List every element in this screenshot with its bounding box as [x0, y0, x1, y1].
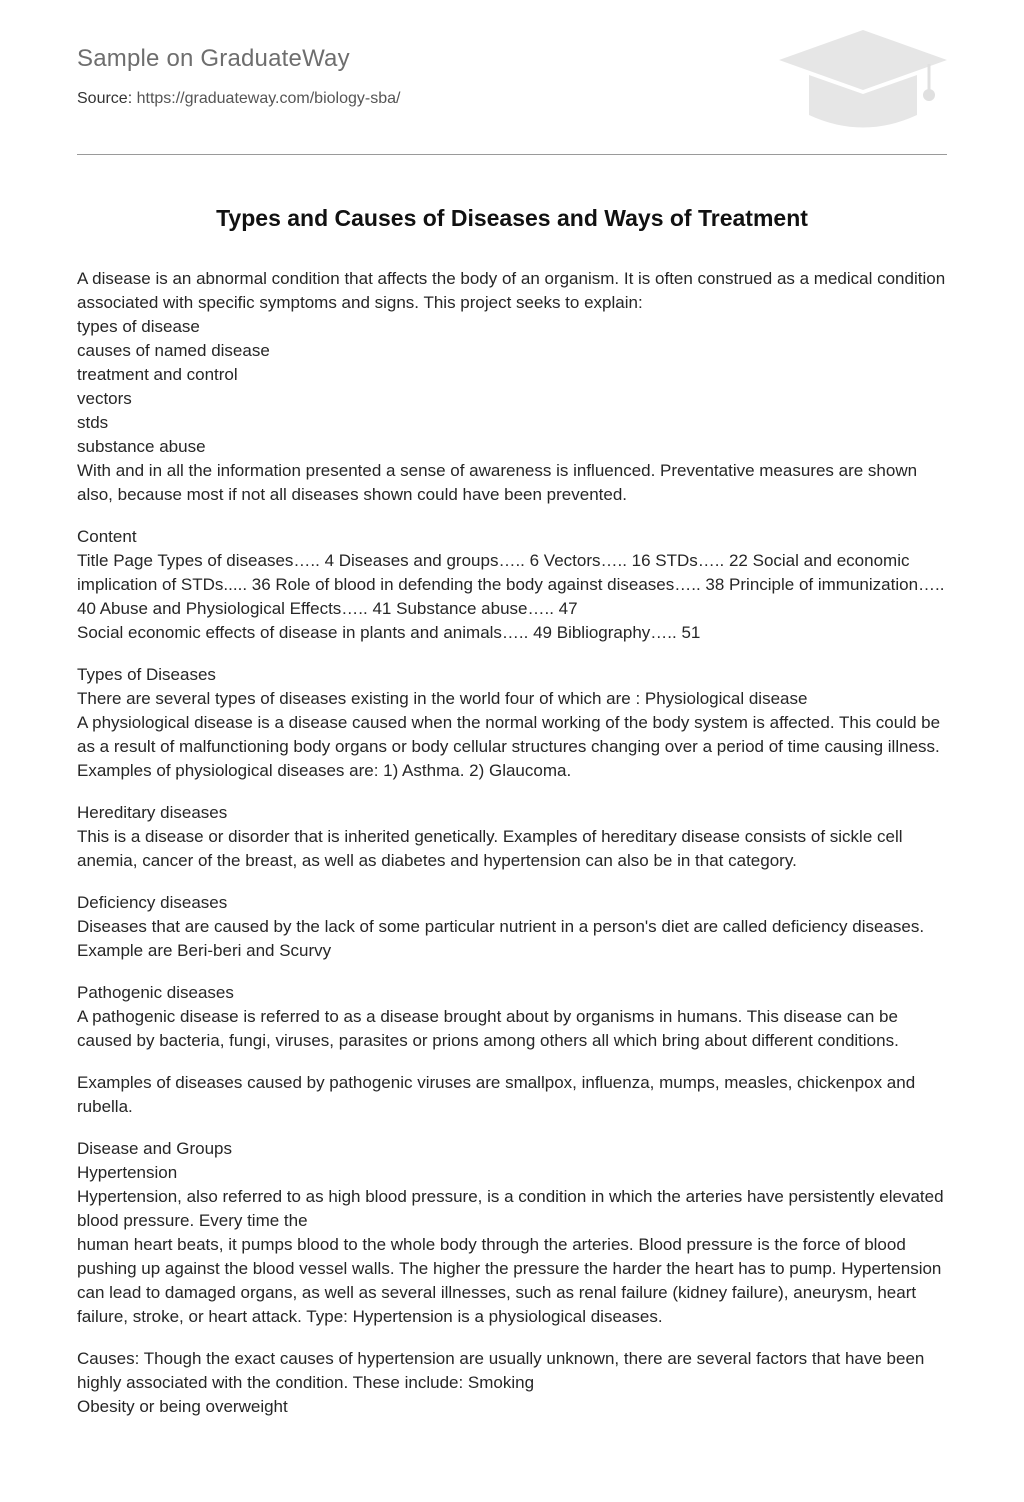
intro-list-item: substance abuse [77, 437, 206, 456]
intro-list-item: causes of named disease [77, 341, 270, 360]
groups-section [77, 1137, 947, 1329]
intro-list-item: treatment and control [77, 365, 238, 384]
causes-next-item: Obesity or being overweight [77, 1397, 288, 1416]
hereditary-heading: Hereditary diseases [77, 803, 228, 822]
types-heading: Types of Diseases [77, 665, 216, 684]
intro-list-item: stds [77, 413, 109, 432]
intro-list-item: vectors [77, 389, 132, 408]
intro-paragraph [77, 267, 947, 507]
hypertension-heading: Hypertension [77, 1163, 178, 1182]
article-title: Types and Causes of Diseases and Ways of Treatment [216, 205, 808, 231]
source-line [77, 90, 400, 108]
pathogenic-examples: Examples of diseases caused by pathogenic viruses are smallpox, influenza, mumps, measles, chickenpox and rubella. [77, 1073, 916, 1116]
types-body: A physiological disease is a disease caused when the normal working of the body system is affected. This could be as a result of malfunctioning body organs or body cellular structures changing over a period of time causing illness. Examples of physiological diseases are: 1) Asthma. 2) Glaucoma. [77, 713, 941, 780]
types-intro-line: There are several types of diseases existing in the world four of which are : Physiological disease [77, 689, 808, 708]
hypertension-body-1: Hypertension, also referred to as high blood pressure, is a condition in which the arteries have persistently elevated blood pressure. Every time the [77, 1187, 944, 1230]
header-divider [77, 154, 947, 155]
content-heading: Content [77, 527, 137, 546]
pathogenic-heading: Pathogenic diseases [77, 983, 234, 1002]
hypertension-body-2: human heart beats, it pumps blood to the whole body through the arteries. Blood pressure is the force of blood pushing up against the blood vessel walls. The higher the pressure the harder the heart has to pump. Hypertension can lead to damaged organs, as well as several illnesses, such as renal failure (kidney failure), aneurysm, heart failure, stroke, or heart attack. Type: Hypertension is a physiological diseases. [77, 1235, 942, 1326]
article-body [77, 267, 947, 1437]
intro-lead: A disease is an abnormal condition that affects the body of an organism. It is often construed as a medical condition associated with specific symptoms and signs. This project seeks to explain: [77, 269, 946, 312]
page-header [77, 40, 947, 156]
hereditary-body: This is a disease or disorder that is inherited genetically. Examples of hereditary disease consists of sickle cell anemia, cancer of the breast, as well as diabetes and hypertension can also be in that category. [77, 827, 903, 870]
causes-section [77, 1347, 947, 1419]
deficiency-body: Diseases that are caused by the lack of some particular nutrient in a person's diet are called deficiency diseases. Example are Beri-beri and Scurvy [77, 917, 925, 960]
deficiency-section [77, 891, 947, 963]
table-of-contents: Title Page Types of diseases….. 4 Diseases and groups….. 6 Vectors….. 16 STDs….. 22 Social and economic implication of STDs..... 36 Role of blood in defending the body against diseases….. 38 Principle of immunization….. 40 Abuse and Physiological Effects….. 41 Substance abuse….. 47 [77, 551, 945, 618]
table-of-contents-continued: Social economic effects of disease in plants and animals….. 49 Bibliography….. 51 [77, 623, 701, 642]
intro-list-item: types of disease [77, 317, 200, 336]
pathogenic-body: A pathogenic disease is referred to as a disease brought about by organisms in humans. This disease can be caused by bacteria, fungi, viruses, parasites or prions among others all which bring about different conditions. [77, 1007, 899, 1050]
content-section [77, 525, 947, 645]
hereditary-section [77, 801, 947, 873]
groups-heading: Disease and Groups [77, 1139, 232, 1158]
types-section [77, 663, 947, 783]
deficiency-heading: Deficiency diseases [77, 893, 228, 912]
site-brand[interactable]: Sample on GraduateWay [77, 45, 350, 72]
graduation-cap-icon [779, 30, 947, 134]
intro-closing: With and in all the information presented a sense of awareness is influenced. Preventative measures are shown also, because most if not all diseases shown could have been prevented. [77, 461, 918, 504]
causes-body: Causes: Though the exact causes of hypertension are usually unknown, there are several factors that have been highly associated with the condition. These include: Smoking [77, 1349, 925, 1392]
pathogenic-section [77, 981, 947, 1053]
source-label: Source: [77, 90, 133, 107]
source-link[interactable]: https://graduateway.com/biology-sba/ [136, 90, 401, 107]
